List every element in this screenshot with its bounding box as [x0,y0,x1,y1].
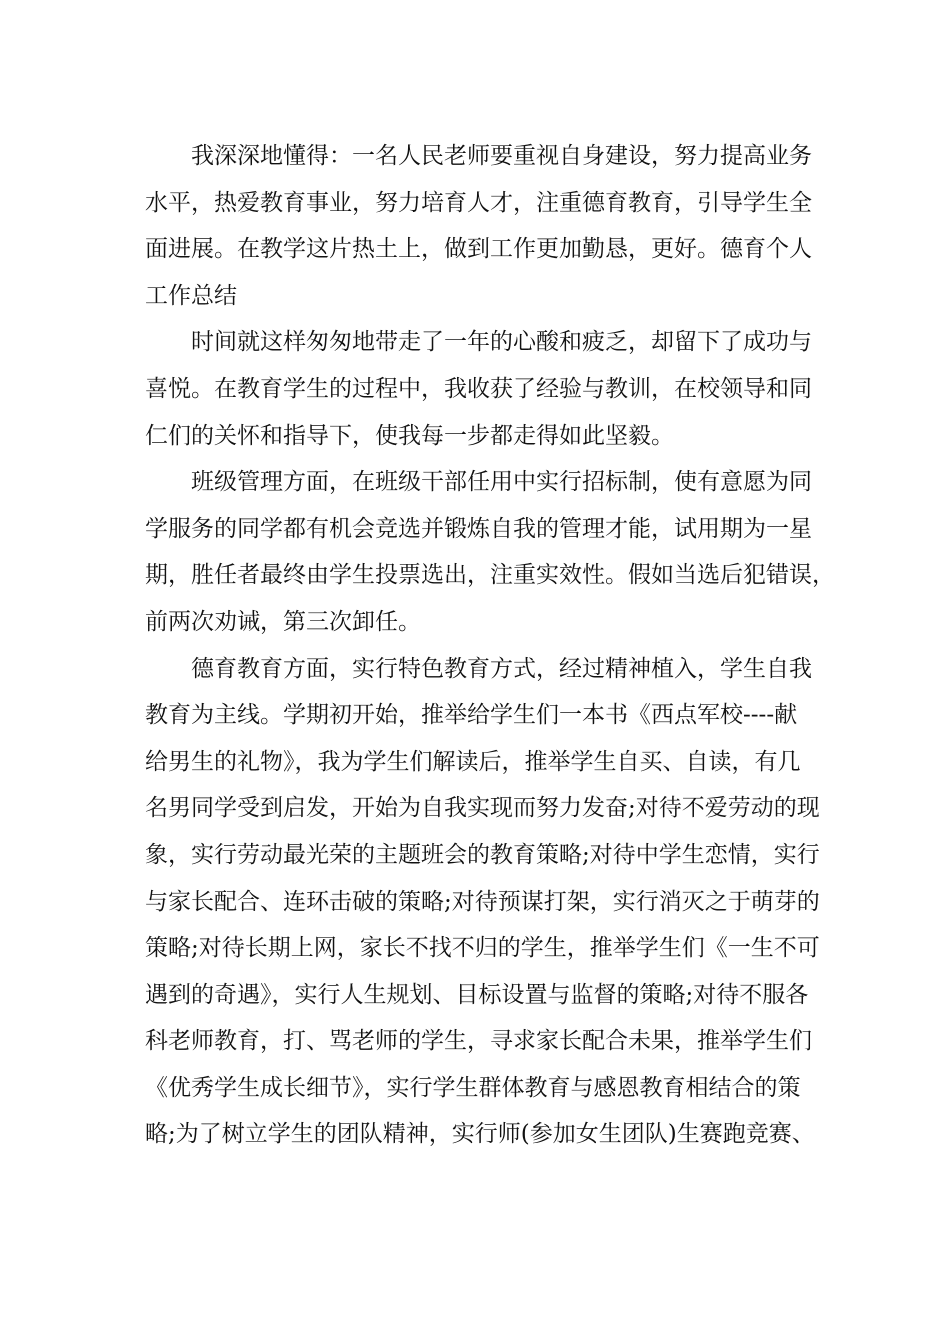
text-line: 遇到的奇遇》，实行人生规划、目标设置与监督的策略;对待不服各 [145,981,809,1008]
text-line: 名男同学受到启发，开始为自我实现而努力发奋;对待不爱劳动的现 [145,795,820,822]
text-line: 德育教育方面，实行特色教育方式，经过精神植入，学生自我 [191,655,812,682]
paragraph-1 [145,133,825,319]
text-line: 象，实行劳动最光荣的主题班会的教育策略;对待中学生恋情，实行 [145,841,820,868]
text-line: 《优秀学生成长细节》，实行学生群体教育与感恩教育相结合的策 [145,1074,801,1101]
text-line: 与家长配合、连环击破的策略;对待预谋打架，实行消灭之于萌芽的 [145,888,820,915]
paragraph-4 [145,646,825,1159]
text-line: 期，胜任者最终由学生投票选出，注重实效性。假如当选后犯错误， [145,562,835,589]
text-line: 我深深地懂得：一名人民老师要重视自身建设，努力提高业务 [191,143,812,169]
text-line: 喜悦。在教育学生的过程中，我收获了经验与教训，在校领导和同 [145,375,812,402]
document-body [145,133,835,1158]
text-line: 学服务的同学都有机会竞选并锻炼自我的管理才能，试用期为一星 [145,515,812,542]
paragraph-3 [145,459,835,645]
text-line: 科老师教育，打、骂老师的学生，寻求家长配合未果，推举学生们 [145,1028,812,1055]
paragraph-2 [145,319,825,459]
text-line: 略;为了树立学生的团队精神，实行师(参加女生团队)生赛跑竞赛、 [145,1121,815,1148]
text-line: 水平，热爱教育事业，努力培育人才，注重德育教育，引导学生全 [145,189,812,216]
text-line: 仁们的关怀和指导下，使我每一步都走得如此坚毅。 [145,422,674,449]
text-line: 班级管理方面，在班级干部任用中实行招标制，使有意愿为同 [191,469,812,496]
text-line: 面进展。在教学这片热土上，做到工作更加勤恳，更好。德育个人 [145,236,812,263]
text-line: 给男生的礼物》，我为学生们解读后，推举学生自买、自读，有几 [145,748,801,775]
text-line: 教育为主线。学期初开始，推举给学生们一本书《西点军校----献 [145,702,798,729]
text-line: 策略;对待长期上网，家长不找不归的学生，推举学生们《一生不可 [145,935,820,962]
text-line: 工作总结 [145,282,237,309]
text-line: 前两次劝诫，第三次卸任。 [145,608,421,635]
text-line: 时间就这样匆匆地带走了一年的心酸和疲乏，却留下了成功与 [191,329,812,356]
